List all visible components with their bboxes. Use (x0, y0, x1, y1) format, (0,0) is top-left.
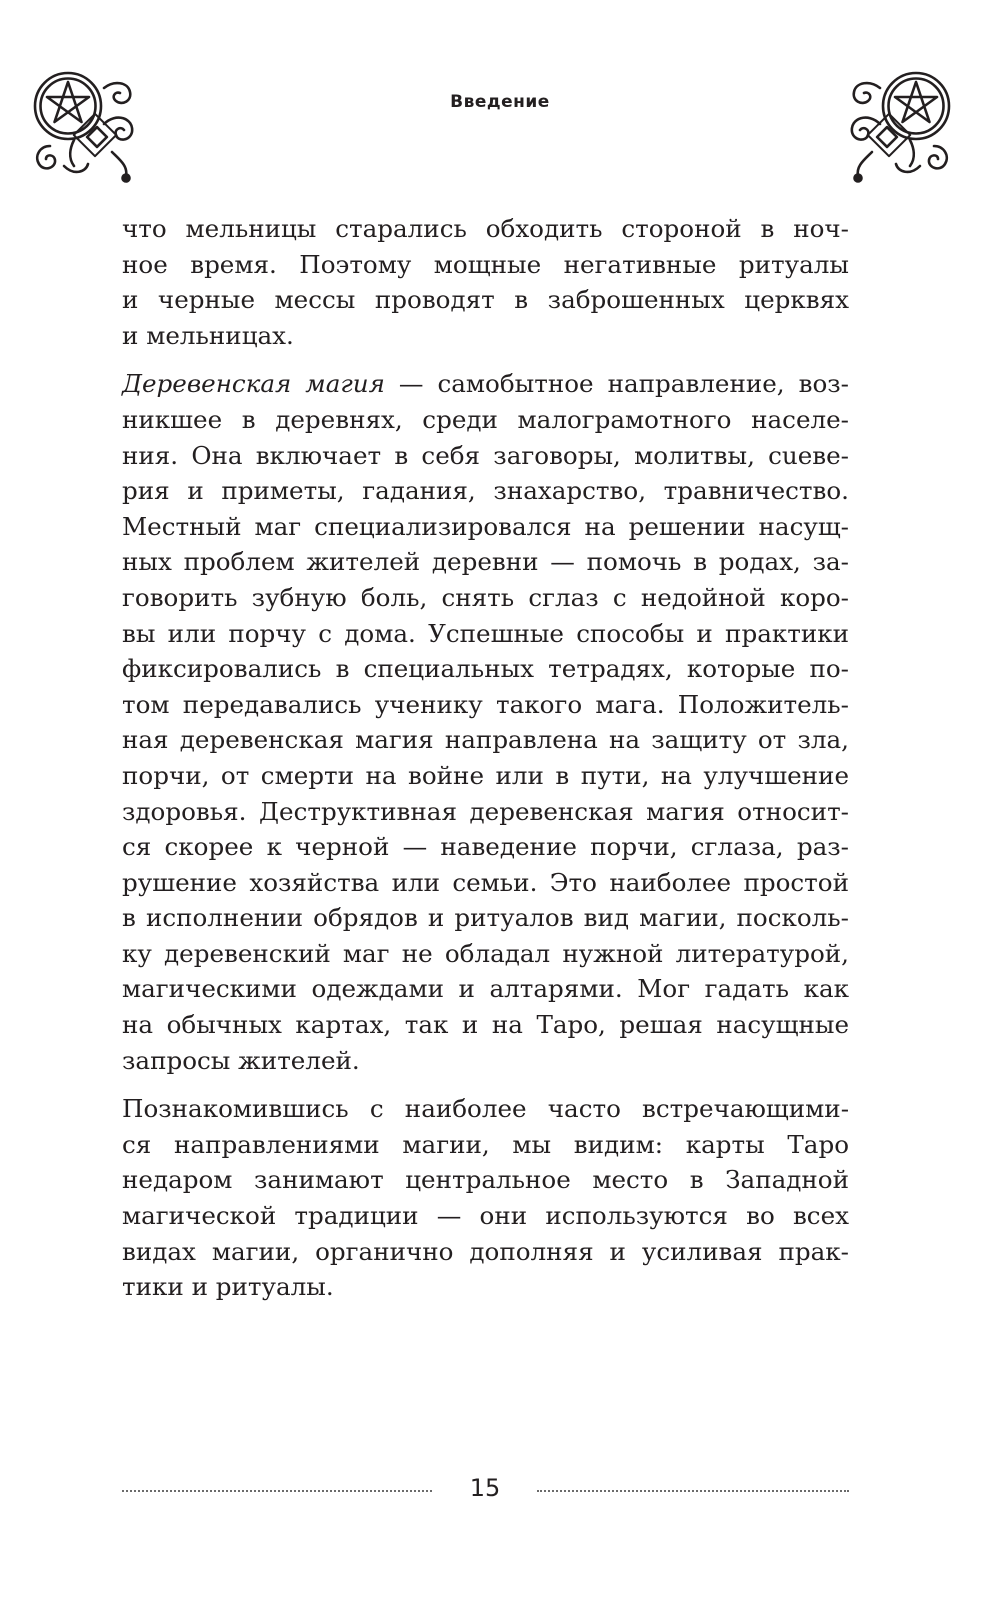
text-line: ных проблем жителей деревни — помочь в родах, за- (122, 547, 849, 577)
text-line: запросы жителей. (122, 1045, 360, 1075)
dotted-rule (537, 1490, 849, 1492)
text-line: недаром занимают центральное место в Западной (122, 1165, 849, 1195)
page-number: 15 (469, 1474, 501, 1502)
body-text (122, 211, 849, 1318)
page-footer (0, 1474, 1000, 1504)
running-title: Введение (450, 92, 550, 112)
text-line: видах магии, органично дополняя и усиливая прак- (122, 1236, 849, 1266)
text-line: ное время. Поэтому мощные негативные ритуалы (122, 249, 849, 279)
text-line (122, 366, 849, 402)
text-line: говорить зубную боль, снять сглаз с недойной коро- (122, 582, 849, 612)
text-line: магическими одеждами и алтарями. Мог гадать как (122, 974, 849, 1004)
text-line: здоровья. Деструктивная деревенская магия относит- (122, 796, 849, 826)
paragraph (122, 211, 849, 353)
text-line: что мельницы старались обходить стороной в ноч- (122, 214, 849, 243)
text-line: ная деревенская магия направлена на защиту от зла, (122, 725, 849, 755)
text-line: и черные мессы проводят в заброшенных церквях (122, 285, 849, 315)
text-line: Местный маг специализировался на решении насущ- (122, 511, 849, 541)
pentacle-ornament-icon (30, 68, 158, 192)
paragraph (122, 1091, 849, 1305)
text-line: и мельницах. (122, 320, 294, 350)
dotted-rule (122, 1490, 432, 1492)
text-line: никшее в деревнях, среди малограмотного населе- (122, 404, 849, 434)
text-line: Познакомившись с наиболее часто встречающими- (122, 1094, 849, 1124)
text-line: магической традиции — они используются во всех (122, 1201, 849, 1231)
text-line: том передавались ученику такого мага. Положитель- (122, 689, 849, 719)
italic-term: Деревенская магия (122, 369, 385, 399)
pentacle-ornament-icon (826, 68, 954, 192)
text-line: ся скорее к черной — наведение порчи, сглаза, раз- (122, 832, 849, 862)
text-line: рия и приметы, гадания, знахарство, травничество. (122, 476, 849, 506)
text-line: в исполнении обрядов и ритуалов вид магии, посколь- (122, 903, 849, 933)
paragraph (122, 366, 849, 1078)
text-line: ся направлениями магии, мы видим: карты Таро (122, 1129, 849, 1159)
text-line: ку деревенский маг не обладал нужной литературой, (122, 938, 849, 968)
text-line: тики и ритуалы. (122, 1272, 334, 1302)
text-fragment: — самобытное направление, воз- (384, 369, 849, 399)
text-line: ния. Она включает в себя заговоры, молитвы, сueве- (122, 440, 849, 470)
text-line: вы или порчу с дома. Успешные способы и практики (122, 618, 849, 648)
text-line: фиксировались в специальных тетрадях, которые по- (122, 654, 849, 684)
text-line: рушение хозяйства или семьи. Это наиболее простой (122, 867, 849, 897)
text-line: на обычных картах, так и на Таро, решая насущные (122, 1010, 849, 1040)
text-line: порчи, от смерти на войне или в пути, на улучшение (122, 760, 849, 790)
